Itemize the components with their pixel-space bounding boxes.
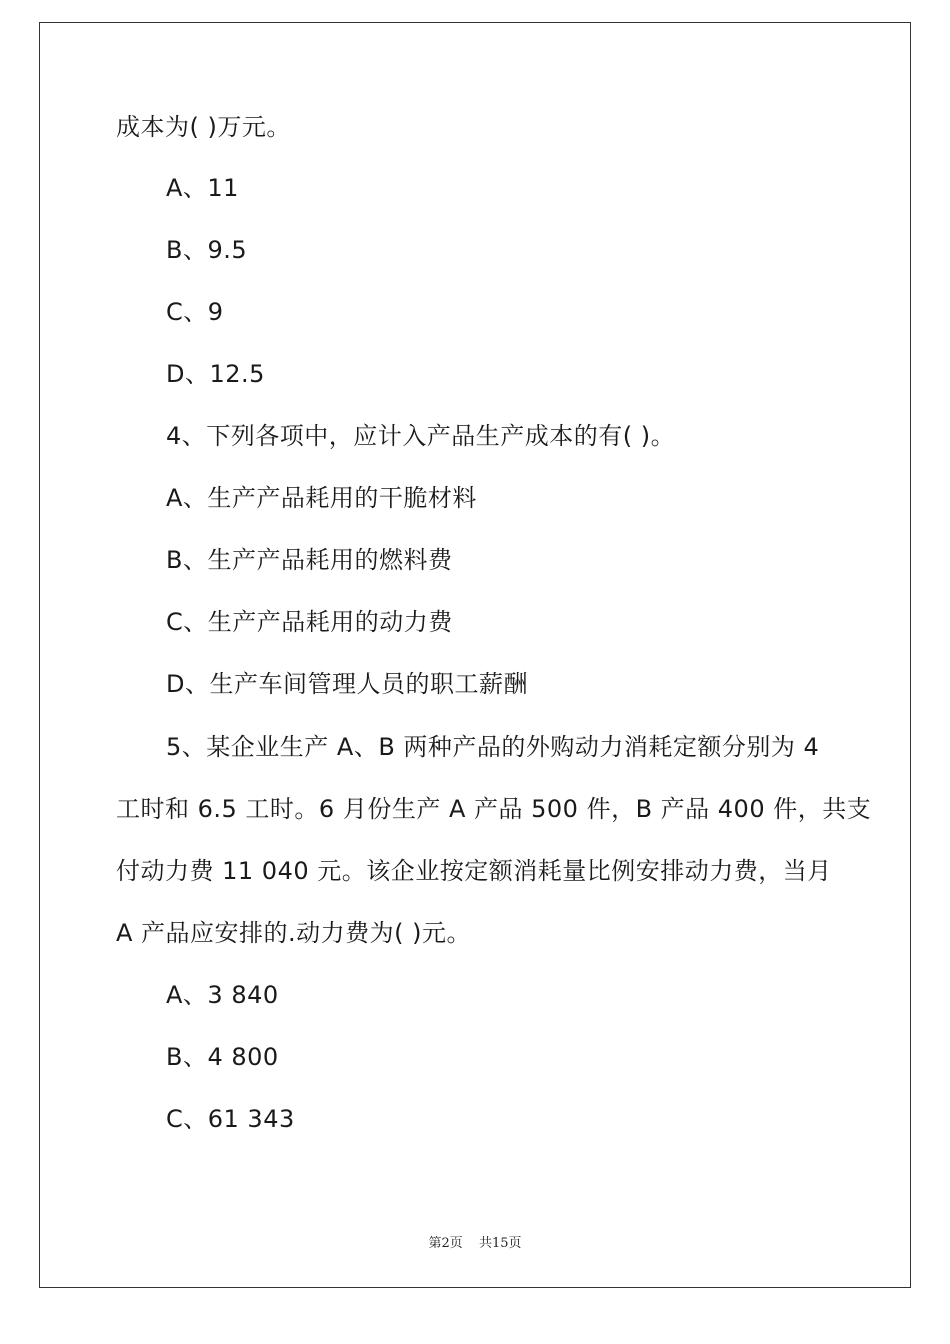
- question-5-stem-line-4: A 产品应安排的.动力费为( )元。: [116, 919, 472, 947]
- page-number: 第2页: [428, 1236, 463, 1251]
- question-5-stem-line-1: 5、某企业生产 A、B 两种产品的外购动力消耗定额分别为 4: [166, 733, 820, 761]
- q4-option-a: A、生产产品耗用的干脆材料: [166, 484, 477, 512]
- q3-option-b: B、9.5: [166, 236, 248, 264]
- question-5-stem-line-2: 工时和 6.5 工时。6 月份生产 A 产品 500 件，B 产品 400 件，共支: [116, 795, 872, 823]
- q5-option-b: B、4 800: [166, 1043, 279, 1071]
- q4-option-c: C、生产产品耗用的动力费: [166, 608, 453, 636]
- q3-option-d: D、12.5: [166, 360, 265, 388]
- q4-option-d: D、生产车间管理人员的职工薪酬: [166, 670, 528, 698]
- question-4-stem: 4、下列各项中，应计入产品生产成本的有( )。: [166, 422, 676, 450]
- page-footer: [0, 1232, 950, 1251]
- q3-option-c: C、9: [166, 298, 224, 326]
- page-border: [39, 22, 911, 1288]
- q5-option-c: C、61 343: [166, 1105, 295, 1133]
- question-5-stem-line-3: 付动力费 11 040 元。该企业按定额消耗量比例安排动力费，当月: [116, 857, 832, 885]
- q5-option-a: A、3 840: [166, 981, 279, 1009]
- q4-option-b: B、生产产品耗用的燃料费: [166, 546, 453, 574]
- question-3-stem-tail: 成本为( )万元。: [116, 113, 291, 141]
- page-total: 共15页: [478, 1236, 522, 1251]
- q3-option-a: A、11: [166, 174, 239, 202]
